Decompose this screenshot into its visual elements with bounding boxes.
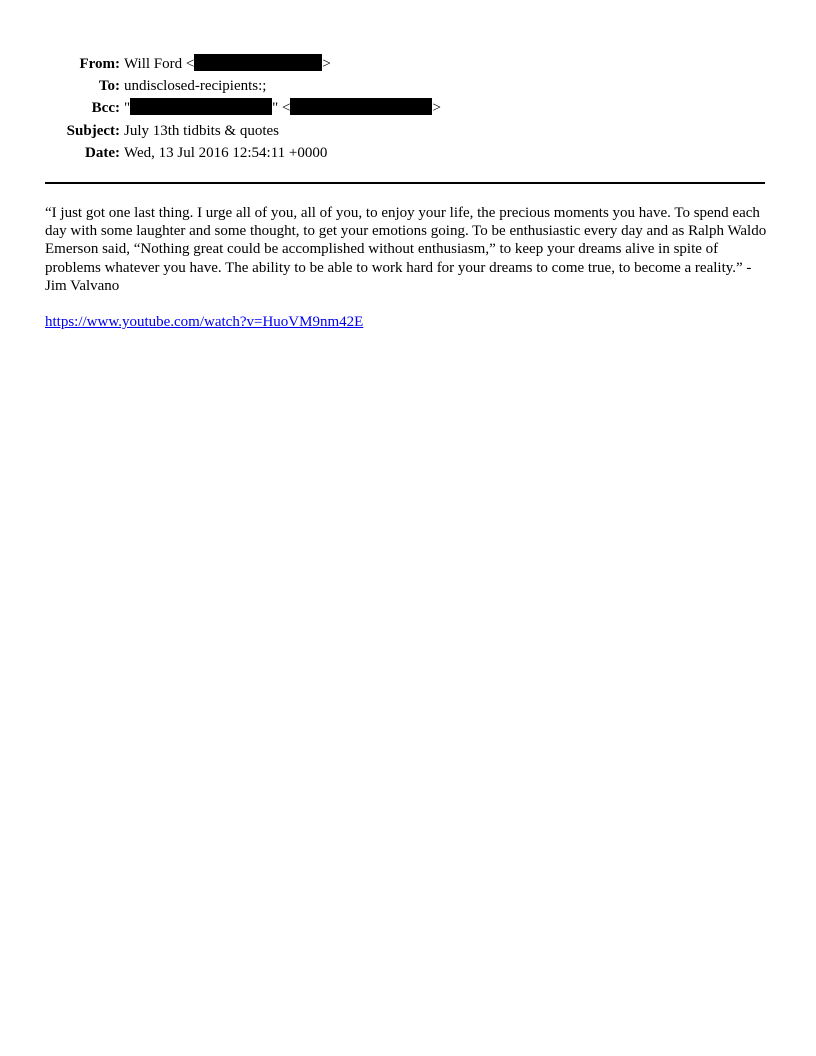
from-label: From: bbox=[79, 56, 120, 72]
bcc-open-quote: " bbox=[124, 100, 131, 117]
header-row-bcc bbox=[45, 97, 441, 119]
header-divider bbox=[45, 182, 765, 184]
subject-label: Subject: bbox=[66, 122, 120, 139]
redacted-bcc-email bbox=[290, 98, 432, 115]
redacted-from-email bbox=[194, 54, 322, 71]
from-name: Will Ford < bbox=[124, 56, 195, 72]
to-label: To: bbox=[98, 78, 120, 95]
to-value: undisclosed-recipients:; bbox=[124, 78, 267, 95]
from-close-bracket: > bbox=[322, 56, 331, 72]
bcc-value bbox=[124, 97, 441, 119]
header-row-to bbox=[45, 75, 441, 97]
date-label: Date: bbox=[85, 144, 120, 161]
email-body-quote: “I just got one last thing. I urge all of you, all of you, to enjoy your life, the precious moments you have. To spend each day with some laughter and some thought, to get your emotions going. To be enthusiastic every day and as Ralph Waldo Emerson said, “Nothing great could be accomplished without enthusiasm,” to keep your dreams alive in spite of problems whatever you have. The ability to be able to work hard for your dreams to come true, to become a reality.” - Jim Valvano bbox=[45, 205, 767, 294]
subject-value: July 13th tidbits & quotes bbox=[124, 122, 280, 139]
email-header bbox=[45, 53, 441, 164]
date-value: Wed, 13 Jul 2016 12:54:11 +0000 bbox=[124, 144, 328, 161]
header-row-from bbox=[45, 53, 441, 75]
youtube-link[interactable]: https://www.youtube.com/watch?v=HuoVM9nm42E bbox=[45, 314, 364, 330]
header-row-subject bbox=[45, 120, 441, 142]
bcc-separator: " < bbox=[272, 100, 291, 117]
bcc-label: Bcc: bbox=[91, 100, 120, 117]
from-value bbox=[124, 53, 441, 75]
header-row-date bbox=[45, 142, 441, 164]
bcc-close-bracket: > bbox=[432, 100, 441, 117]
redacted-bcc-name bbox=[130, 98, 272, 115]
